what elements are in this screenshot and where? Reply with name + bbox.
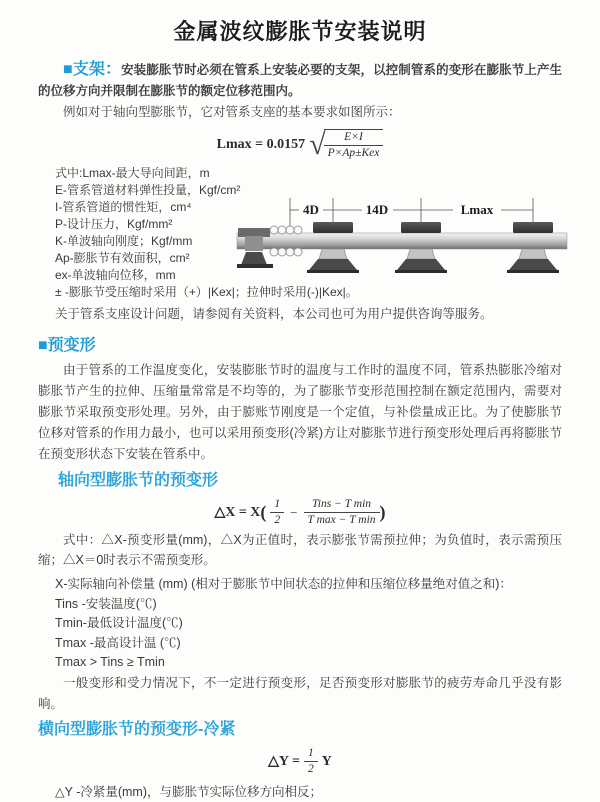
axial-var-line: Tmin-最低设计温度(℃) — [55, 616, 183, 630]
guide-spacing-formula — [38, 129, 562, 160]
support-note-line: 关于管系支座设计问题，请参阅有关资料，本公司也可为用户提供咨询等服务。 — [55, 307, 493, 321]
lateral-subsection-header: 横向型膨胀节的预变形-冷紧 — [38, 720, 236, 738]
formula2-temp-numerator: Tins − T min — [304, 498, 380, 513]
formula3-rhs: Y — [321, 753, 332, 769]
lateral-coldpull-formula — [38, 747, 562, 776]
axial-var-line: X-实际轴向补偿量 (mm) (相对于膨胀节中间状态的拉伸和压缩位移量绝对值之和)： — [55, 577, 512, 591]
dim-label-14d: 14D — [365, 202, 389, 217]
formula-var-line: P-设计压力，Kgf/mm² — [55, 217, 173, 231]
axial-predeform-formula — [38, 498, 562, 527]
support-example-line: 例如对于轴向型膨胀节，它对管系支座的基本要求如图所示： — [63, 105, 401, 119]
formula-var-line: 式中:Lmax-最大导向间距，m — [55, 166, 210, 180]
axial-subsection-header: 轴向型膨胀节的预变形 — [58, 472, 219, 489]
axial-explain-paragraph: 式中：△X-预变形量(mm)，△X为正值时，表示膨张节需预拉伸；为负值时，表示需预压缩；△X＝0时表示不需预变形。 — [38, 533, 562, 567]
axial-var-line: Tmax -最高设计温 (℃) — [55, 635, 181, 650]
support-section-header: ■支架： — [63, 61, 122, 78]
formula-var-line: ± -膨胀节受压缩时采用（+）|Kex|；拉伸时采用(-)|Kex|。 — [55, 285, 358, 299]
formula1-radical-group — [309, 129, 383, 160]
formula3-denominator: 2 — [307, 762, 314, 775]
axial-note-line: 一般变形和受力情况下，不一定进行预变形，足否预变形对膨胀节的疲劳寿命几乎没有影响。 — [38, 675, 562, 711]
formula1-denominator: P×Ap±Kex — [327, 147, 380, 159]
formula2-half-denominator: 2 — [274, 514, 281, 526]
formula3-fraction-half — [304, 747, 318, 776]
formula-var-line: ex-单波轴向位移，mm — [55, 268, 176, 282]
page-title: 金属波纹膨胀节安装说明 — [173, 19, 427, 44]
document-page — [0, 15, 600, 799]
formula3-numerator: 1 — [304, 747, 318, 762]
formula2-left-paren: ( — [260, 502, 267, 522]
formula3-lhs: △Y = — [268, 753, 300, 769]
radical-sign: √ — [309, 127, 326, 161]
formula2-right-paren: ) — [379, 502, 386, 522]
support-variables-block — [38, 165, 562, 301]
predeform-body-paragraph: 由于管系的工作温度变化，安装膨胀节时的温度与工作时的温度不同，管系热膨胀冷缩对膨胀节产生的拉伸、压缩量常常是不均等的，为了膨胀节变形范围控制在额定范围内，需要对膨胀节采取预变形处理。另外，由于膨账节刚度是一个定值，与补偿量成正比。为了使膨胀节位移对管系的作用力最小，也可以采用预变形(冷紧)方让对膨胀节进行预变形处理后再将膨胀节在预变形状态下安装在管系中。 — [38, 363, 562, 461]
formula2-lhs: △X = X — [214, 505, 261, 521]
formula1-numerator: E×I — [324, 131, 384, 146]
lateral-explain-line: △Y -冷紧量(mm)，与膨胀节实际位移方向相反； — [55, 784, 323, 799]
dim-label-lmax: Lmax — [460, 202, 494, 217]
formula2-temp-denominator: T max − T min — [307, 514, 376, 526]
support-intro-text: 安装膨胀节时必须在管系上安装必要的支架，以控制管系的变形在膨胀节上产生的位移方向并限制在膨胀节的额定位移范围内。 — [38, 63, 562, 98]
dim-label-4d: 4D — [303, 202, 319, 217]
formula2-fraction-half — [270, 498, 284, 527]
axial-var-line: Tmax > Tins ≥ Tmin — [55, 655, 165, 669]
predeform-section-header: ■预变形 — [38, 337, 96, 354]
axial-variables-block — [38, 575, 562, 673]
formula-var-line: K-单波轴向刚度；Kgf/mm — [55, 234, 193, 248]
formula-var-line: Ap-膨胀节有效面积，cm² — [55, 251, 190, 265]
formula-var-line: I-管系管道的惯性矩，cm⁴ — [55, 200, 192, 214]
formula2-minus-sign: − — [290, 504, 298, 520]
formula1-lhs: Lmax = 0.0157 — [216, 137, 306, 153]
axial-var-line: Tins -安装温度(℃) — [55, 596, 157, 611]
formula-var-line: E-管系管道材料弹性投量，Kgf/cm² — [55, 183, 241, 197]
formula1-fraction — [324, 129, 384, 160]
formula2-half-numerator: 1 — [270, 498, 284, 513]
formula2-temperature-fraction — [304, 498, 380, 527]
support-intro-paragraph — [38, 59, 562, 102]
